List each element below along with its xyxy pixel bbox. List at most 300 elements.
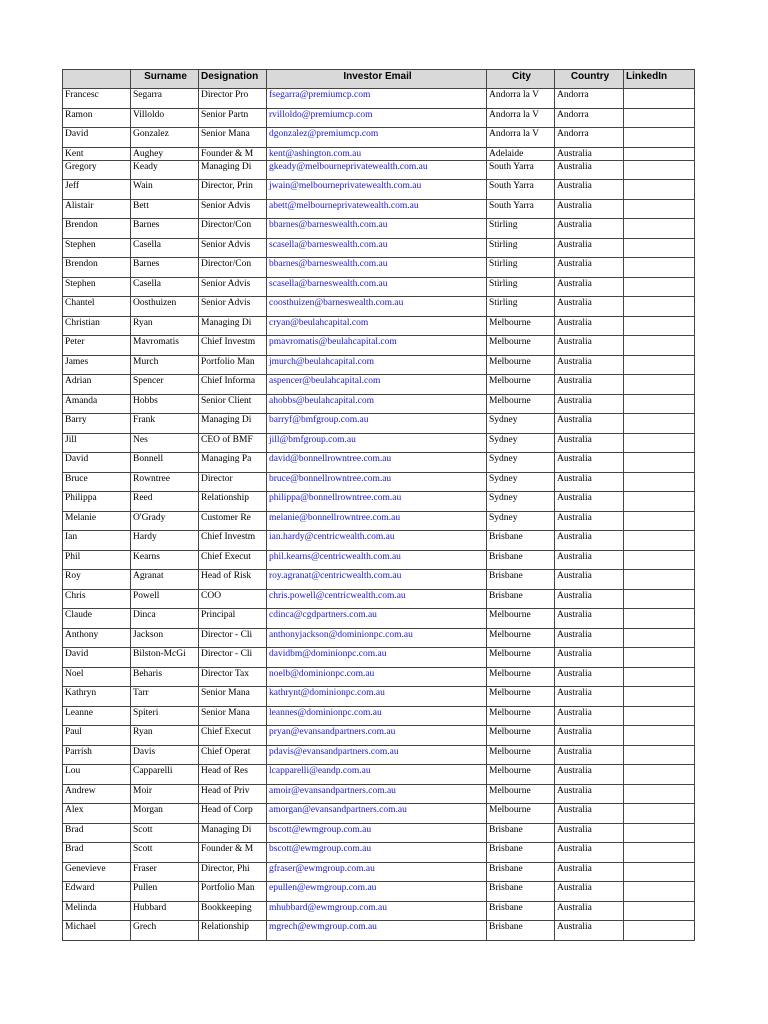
surname-cell: Nes <box>131 433 199 453</box>
table-row <box>63 784 695 804</box>
email-cell[interactable]: abett@melbourneprivatewealth.com.au <box>267 199 487 219</box>
linkedin-cell <box>624 726 695 746</box>
country-cell: Australia <box>555 843 624 863</box>
linkedin-cell <box>624 550 695 570</box>
first-name-cell: Alistair <box>63 199 131 219</box>
surname-cell: Reed <box>131 492 199 512</box>
email-cell[interactable]: coosthuizen@barneswealth.com.au <box>267 297 487 317</box>
designation-cell: Head of Risk <box>199 570 267 590</box>
surname-cell: Ryan <box>131 726 199 746</box>
table-row <box>63 511 695 531</box>
email-cell[interactable]: cryan@beulahcapital.com <box>267 316 487 336</box>
country-cell: Australia <box>555 648 624 668</box>
designation-cell: Director - Cli <box>199 648 267 668</box>
surname-cell: Spencer <box>131 375 199 395</box>
email-cell[interactable]: jwain@melbourneprivatewealth.com.au <box>267 180 487 200</box>
designation-cell: Managing Di <box>199 823 267 843</box>
city-cell: Melbourne <box>487 726 555 746</box>
table-body <box>63 89 695 941</box>
country-cell: Australia <box>555 862 624 882</box>
country-cell: Australia <box>555 238 624 258</box>
table-row <box>63 550 695 570</box>
linkedin-cell <box>624 765 695 785</box>
table-row <box>63 843 695 863</box>
first-name-cell: Andrew <box>63 784 131 804</box>
surname-cell: Hardy <box>131 531 199 551</box>
linkedin-cell <box>624 921 695 941</box>
first-name-cell: Parrish <box>63 745 131 765</box>
designation-cell: Head of Res <box>199 765 267 785</box>
country-cell: Australia <box>555 433 624 453</box>
email-cell[interactable]: kent@ashington.com.au <box>267 147 487 160</box>
country-cell: Australia <box>555 609 624 629</box>
table-row <box>63 921 695 941</box>
country-cell: Australia <box>555 882 624 902</box>
city-cell: Melbourne <box>487 667 555 687</box>
country-cell: Australia <box>555 199 624 219</box>
designation-cell: Managing Di <box>199 160 267 180</box>
surname-cell: Murch <box>131 355 199 375</box>
country-cell: Andorra <box>555 128 624 148</box>
table-row <box>63 336 695 356</box>
first-name-cell: David <box>63 453 131 473</box>
table-header <box>63 70 695 89</box>
first-name-cell: Jeff <box>63 180 131 200</box>
first-name-cell: Kent <box>63 147 131 160</box>
table-row <box>63 375 695 395</box>
email-cell[interactable]: epullen@ewmgroup.com.au <box>267 882 487 902</box>
first-name-cell: Ramon <box>63 108 131 128</box>
linkedin-cell <box>624 297 695 317</box>
designation-cell: Founder & M <box>199 147 267 160</box>
email-cell[interactable]: fsegarra@premiumcp.com <box>267 89 487 109</box>
country-cell: Australia <box>555 336 624 356</box>
table-row <box>63 492 695 512</box>
table-row <box>63 128 695 148</box>
country-cell: Australia <box>555 375 624 395</box>
city-cell: Brisbane <box>487 823 555 843</box>
surname-cell: O'Grady <box>131 511 199 531</box>
first-name-cell: Edward <box>63 882 131 902</box>
designation-cell: Chief Investm <box>199 336 267 356</box>
linkedin-cell <box>624 843 695 863</box>
linkedin-cell <box>624 570 695 590</box>
city-cell: Brisbane <box>487 921 555 941</box>
designation-cell: Relationship <box>199 921 267 941</box>
country-cell: Australia <box>555 355 624 375</box>
city-cell: South Yarra <box>487 160 555 180</box>
table-row <box>63 180 695 200</box>
country-cell: Australia <box>555 531 624 551</box>
table-row <box>63 108 695 128</box>
surname-cell: Casella <box>131 277 199 297</box>
email-cell[interactable]: pdavis@evansandpartners.com.au <box>267 745 487 765</box>
first-name-cell: Philippa <box>63 492 131 512</box>
linkedin-cell <box>624 258 695 278</box>
email-cell[interactable]: noelb@dominionpc.com.au <box>267 667 487 687</box>
email-cell[interactable]: gkeady@melbourneprivatewealth.com.au <box>267 160 487 180</box>
linkedin-cell <box>624 414 695 434</box>
linkedin-cell <box>624 745 695 765</box>
country-cell: Australia <box>555 706 624 726</box>
linkedin-cell <box>624 706 695 726</box>
city-cell: Stirling <box>487 238 555 258</box>
surname-cell: Hobbs <box>131 394 199 414</box>
table-row <box>63 628 695 648</box>
first-name-cell: Melinda <box>63 901 131 921</box>
city-cell: Andorra la V <box>487 128 555 148</box>
table-row <box>63 394 695 414</box>
linkedin-cell <box>624 199 695 219</box>
first-name-cell: Brendon <box>63 219 131 239</box>
linkedin-cell <box>624 882 695 902</box>
country-cell: Australia <box>555 687 624 707</box>
linkedin-cell <box>624 472 695 492</box>
designation-cell: Senior Mana <box>199 128 267 148</box>
linkedin-cell <box>624 687 695 707</box>
email-cell[interactable]: david@bonnellrowntree.com.au <box>267 453 487 473</box>
table-row <box>63 199 695 219</box>
city-cell: Melbourne <box>487 316 555 336</box>
email-cell[interactable]: kathrynt@dominionpc.com.au <box>267 687 487 707</box>
email-cell[interactable]: scasella@barneswealth.com.au <box>267 238 487 258</box>
first-name-cell: Jill <box>63 433 131 453</box>
designation-cell: Chief Execut <box>199 726 267 746</box>
table-row <box>63 258 695 278</box>
surname-cell: Wain <box>131 180 199 200</box>
surname-cell: Tarr <box>131 687 199 707</box>
surname-cell: Frank <box>131 414 199 434</box>
table-row <box>63 706 695 726</box>
country-cell: Australia <box>555 297 624 317</box>
linkedin-cell <box>624 609 695 629</box>
email-cell[interactable]: bruce@bonnellrowntree.com.au <box>267 472 487 492</box>
linkedin-cell <box>624 862 695 882</box>
email-cell[interactable]: bscott@ewmgroup.com.au <box>267 843 487 863</box>
table-row <box>63 219 695 239</box>
first-name-cell: Melanie <box>63 511 131 531</box>
designation-cell: Director Pro <box>199 89 267 109</box>
linkedin-cell <box>624 238 695 258</box>
surname-cell: Oosthuizen <box>131 297 199 317</box>
table-row <box>63 414 695 434</box>
surname-cell: Bett <box>131 199 199 219</box>
linkedin-cell <box>624 628 695 648</box>
email-cell[interactable]: philippa@bonnellrowntree.com.au <box>267 492 487 512</box>
linkedin-cell <box>624 316 695 336</box>
email-cell[interactable]: pmavromatis@beulahcapital.com <box>267 336 487 356</box>
email-cell[interactable]: bbarnes@barneswealth.com.au <box>267 219 487 239</box>
first-name-cell: Gregory <box>63 160 131 180</box>
table-row <box>63 745 695 765</box>
email-cell[interactable]: anthonyjackson@dominionpc.com.au <box>267 628 487 648</box>
designation-cell: Portfolio Man <box>199 882 267 902</box>
email-cell[interactable]: scasella@barneswealth.com.au <box>267 277 487 297</box>
table-row <box>63 823 695 843</box>
table-row <box>63 160 695 180</box>
designation-cell: Director <box>199 472 267 492</box>
surname-cell: Bilston-McGi <box>131 648 199 668</box>
city-cell: Melbourne <box>487 609 555 629</box>
email-cell[interactable]: roy.agranat@centricwealth.com.au <box>267 570 487 590</box>
surname-cell: Barnes <box>131 258 199 278</box>
email-cell[interactable]: ian.hardy@centricwealth.com.au <box>267 531 487 551</box>
first-name-cell: Roy <box>63 570 131 590</box>
first-name-cell: Ian <box>63 531 131 551</box>
country-cell: Australia <box>555 589 624 609</box>
header-country: Country <box>555 70 624 89</box>
surname-cell: Barnes <box>131 219 199 239</box>
surname-cell: Hubbard <box>131 901 199 921</box>
city-cell: Stirling <box>487 219 555 239</box>
email-cell[interactable]: aspencer@beulahcapital.com <box>267 375 487 395</box>
designation-cell: Managing Di <box>199 414 267 434</box>
city-cell: Brisbane <box>487 550 555 570</box>
city-cell: Melbourne <box>487 355 555 375</box>
email-cell[interactable]: ahobbs@beulahcapital.com <box>267 394 487 414</box>
email-cell[interactable]: bscott@ewmgroup.com.au <box>267 823 487 843</box>
country-cell: Australia <box>555 550 624 570</box>
table-row <box>63 472 695 492</box>
table-row <box>63 89 695 109</box>
linkedin-cell <box>624 108 695 128</box>
first-name-cell: Anthony <box>63 628 131 648</box>
country-cell: Australia <box>555 258 624 278</box>
designation-cell: Head of Corp <box>199 804 267 824</box>
designation-cell: Senior Advis <box>199 238 267 258</box>
designation-cell: Director/Con <box>199 258 267 278</box>
country-cell: Australia <box>555 316 624 336</box>
designation-cell: CEO of BMF <box>199 433 267 453</box>
designation-cell: Director - Cli <box>199 628 267 648</box>
table-row <box>63 316 695 336</box>
surname-cell: Grech <box>131 921 199 941</box>
email-cell[interactable]: chris.powell@centricwealth.com.au <box>267 589 487 609</box>
surname-cell: Moir <box>131 784 199 804</box>
designation-cell: Chief Operat <box>199 745 267 765</box>
email-cell[interactable]: melanie@bonnellrowntree.com.au <box>267 511 487 531</box>
city-cell: Brisbane <box>487 531 555 551</box>
first-name-cell: Francesc <box>63 89 131 109</box>
city-cell: Sydney <box>487 433 555 453</box>
email-cell[interactable]: mhubbard@ewmgroup.com.au <box>267 901 487 921</box>
city-cell: South Yarra <box>487 180 555 200</box>
surname-cell: Dinca <box>131 609 199 629</box>
designation-cell: Relationship <box>199 492 267 512</box>
table-row <box>63 297 695 317</box>
table-row <box>63 862 695 882</box>
header-city: City <box>487 70 555 89</box>
surname-cell: Scott <box>131 843 199 863</box>
city-cell: Brisbane <box>487 901 555 921</box>
country-cell: Australia <box>555 570 624 590</box>
email-cell[interactable]: bbarnes@barneswealth.com.au <box>267 258 487 278</box>
first-name-cell: Adrian <box>63 375 131 395</box>
designation-cell: COO <box>199 589 267 609</box>
header-surname: Surname <box>131 70 199 89</box>
country-cell: Australia <box>555 823 624 843</box>
country-cell: Australia <box>555 414 624 434</box>
country-cell: Australia <box>555 901 624 921</box>
city-cell: Brisbane <box>487 589 555 609</box>
country-cell: Australia <box>555 180 624 200</box>
surname-cell: Bonnell <box>131 453 199 473</box>
surname-cell: Capparelli <box>131 765 199 785</box>
table-row <box>63 589 695 609</box>
email-cell[interactable]: rvilloldo@premiumcp.com <box>267 108 487 128</box>
first-name-cell: Stephen <box>63 238 131 258</box>
designation-cell: Director/Con <box>199 219 267 239</box>
surname-cell: Casella <box>131 238 199 258</box>
city-cell: Brisbane <box>487 862 555 882</box>
linkedin-cell <box>624 453 695 473</box>
table-row <box>63 667 695 687</box>
country-cell: Australia <box>555 394 624 414</box>
first-name-cell: Phil <box>63 550 131 570</box>
city-cell: Melbourne <box>487 375 555 395</box>
surname-cell: Mavromatis <box>131 336 199 356</box>
linkedin-cell <box>624 147 695 160</box>
first-name-cell: Stephen <box>63 277 131 297</box>
designation-cell: Customer Re <box>199 511 267 531</box>
country-cell: Australia <box>555 277 624 297</box>
email-cell[interactable]: mgrech@ewmgroup.com.au <box>267 921 487 941</box>
designation-cell: Senior Mana <box>199 687 267 707</box>
designation-cell: Senior Advis <box>199 277 267 297</box>
table-row <box>63 355 695 375</box>
surname-cell: Ryan <box>131 316 199 336</box>
linkedin-cell <box>624 355 695 375</box>
surname-cell: Segarra <box>131 89 199 109</box>
first-name-cell: Amanda <box>63 394 131 414</box>
surname-cell: Pullen <box>131 882 199 902</box>
linkedin-cell <box>624 511 695 531</box>
city-cell: Melbourne <box>487 628 555 648</box>
linkedin-cell <box>624 160 695 180</box>
linkedin-cell <box>624 901 695 921</box>
email-cell[interactable]: jmurch@beulahcapital.com <box>267 355 487 375</box>
first-name-cell: Michael <box>63 921 131 941</box>
country-cell: Australia <box>555 921 624 941</box>
linkedin-cell <box>624 648 695 668</box>
first-name-cell: Christian <box>63 316 131 336</box>
designation-cell: Director, Prin <box>199 180 267 200</box>
table-row <box>63 901 695 921</box>
surname-cell: Scott <box>131 823 199 843</box>
email-cell[interactable]: jill@bmfgroup.com.au <box>267 433 487 453</box>
country-cell: Australia <box>555 511 624 531</box>
header-designation: Designation <box>199 70 267 89</box>
country-cell: Australia <box>555 804 624 824</box>
email-cell[interactable]: leannes@dominionpc.com.au <box>267 706 487 726</box>
surname-cell: Morgan <box>131 804 199 824</box>
designation-cell: Managing Di <box>199 316 267 336</box>
designation-cell: Chief Execut <box>199 550 267 570</box>
surname-cell: Beharis <box>131 667 199 687</box>
linkedin-cell <box>624 433 695 453</box>
country-cell: Australia <box>555 219 624 239</box>
country-cell: Andorra <box>555 108 624 128</box>
designation-cell: Senior Client <box>199 394 267 414</box>
city-cell: Sydney <box>487 492 555 512</box>
linkedin-cell <box>624 823 695 843</box>
table-row <box>63 453 695 473</box>
city-cell: Brisbane <box>487 882 555 902</box>
linkedin-cell <box>624 336 695 356</box>
country-cell: Australia <box>555 628 624 648</box>
investor-table <box>62 69 695 941</box>
first-name-cell: Kathryn <box>63 687 131 707</box>
designation-cell: Director Tax <box>199 667 267 687</box>
first-name-cell: Leanne <box>63 706 131 726</box>
designation-cell: Bookkeeping <box>199 901 267 921</box>
city-cell: Adelaide <box>487 147 555 160</box>
designation-cell: Senior Partn <box>199 108 267 128</box>
email-cell[interactable]: phil.kearns@centricwealth.com.au <box>267 550 487 570</box>
first-name-cell: Alex <box>63 804 131 824</box>
first-name-cell: David <box>63 648 131 668</box>
linkedin-cell <box>624 128 695 148</box>
linkedin-cell <box>624 804 695 824</box>
designation-cell: Chief Investm <box>199 531 267 551</box>
linkedin-cell <box>624 492 695 512</box>
designation-cell: Senior Mana <box>199 706 267 726</box>
first-name-cell: Barry <box>63 414 131 434</box>
email-cell[interactable]: pryan@evansandpartners.com.au <box>267 726 487 746</box>
city-cell: Brisbane <box>487 843 555 863</box>
designation-cell: Senior Advis <box>199 199 267 219</box>
country-cell: Australia <box>555 784 624 804</box>
table-row <box>63 726 695 746</box>
email-cell[interactable]: cdinca@cgdpartners.com.au <box>267 609 487 629</box>
linkedin-cell <box>624 89 695 109</box>
surname-cell: Agranat <box>131 570 199 590</box>
table-row <box>63 765 695 785</box>
linkedin-cell <box>624 219 695 239</box>
country-cell: Australia <box>555 726 624 746</box>
city-cell: Brisbane <box>487 570 555 590</box>
email-cell[interactable]: amoir@evansandpartners.com.au <box>267 784 487 804</box>
city-cell: Melbourne <box>487 784 555 804</box>
first-name-cell: Peter <box>63 336 131 356</box>
email-cell[interactable]: davidbm@dominionpc.com.au <box>267 648 487 668</box>
linkedin-cell <box>624 667 695 687</box>
email-cell[interactable]: barryf@bmfgroup.com.au <box>267 414 487 434</box>
table-row <box>63 648 695 668</box>
city-cell: Melbourne <box>487 336 555 356</box>
first-name-cell: David <box>63 128 131 148</box>
header-row <box>63 70 695 89</box>
linkedin-cell <box>624 589 695 609</box>
city-cell: Melbourne <box>487 804 555 824</box>
country-cell: Australia <box>555 667 624 687</box>
email-cell[interactable]: gfraser@ewmgroup.com.au <box>267 862 487 882</box>
email-cell[interactable]: amorgan@evansandpartners.com.au <box>267 804 487 824</box>
surname-cell: Rowntree <box>131 472 199 492</box>
first-name-cell: Paul <box>63 726 131 746</box>
city-cell: Melbourne <box>487 648 555 668</box>
city-cell: Melbourne <box>487 765 555 785</box>
designation-cell: Principal <box>199 609 267 629</box>
designation-cell: Senior Advis <box>199 297 267 317</box>
surname-cell: Spiteri <box>131 706 199 726</box>
country-cell: Australia <box>555 745 624 765</box>
email-cell[interactable]: lcapparelli@eandp.com.au <box>267 765 487 785</box>
designation-cell: Managing Pa <box>199 453 267 473</box>
city-cell: Andorra la V <box>487 89 555 109</box>
email-cell[interactable]: dgonzalez@premiumcp.com <box>267 128 487 148</box>
table-row <box>63 277 695 297</box>
